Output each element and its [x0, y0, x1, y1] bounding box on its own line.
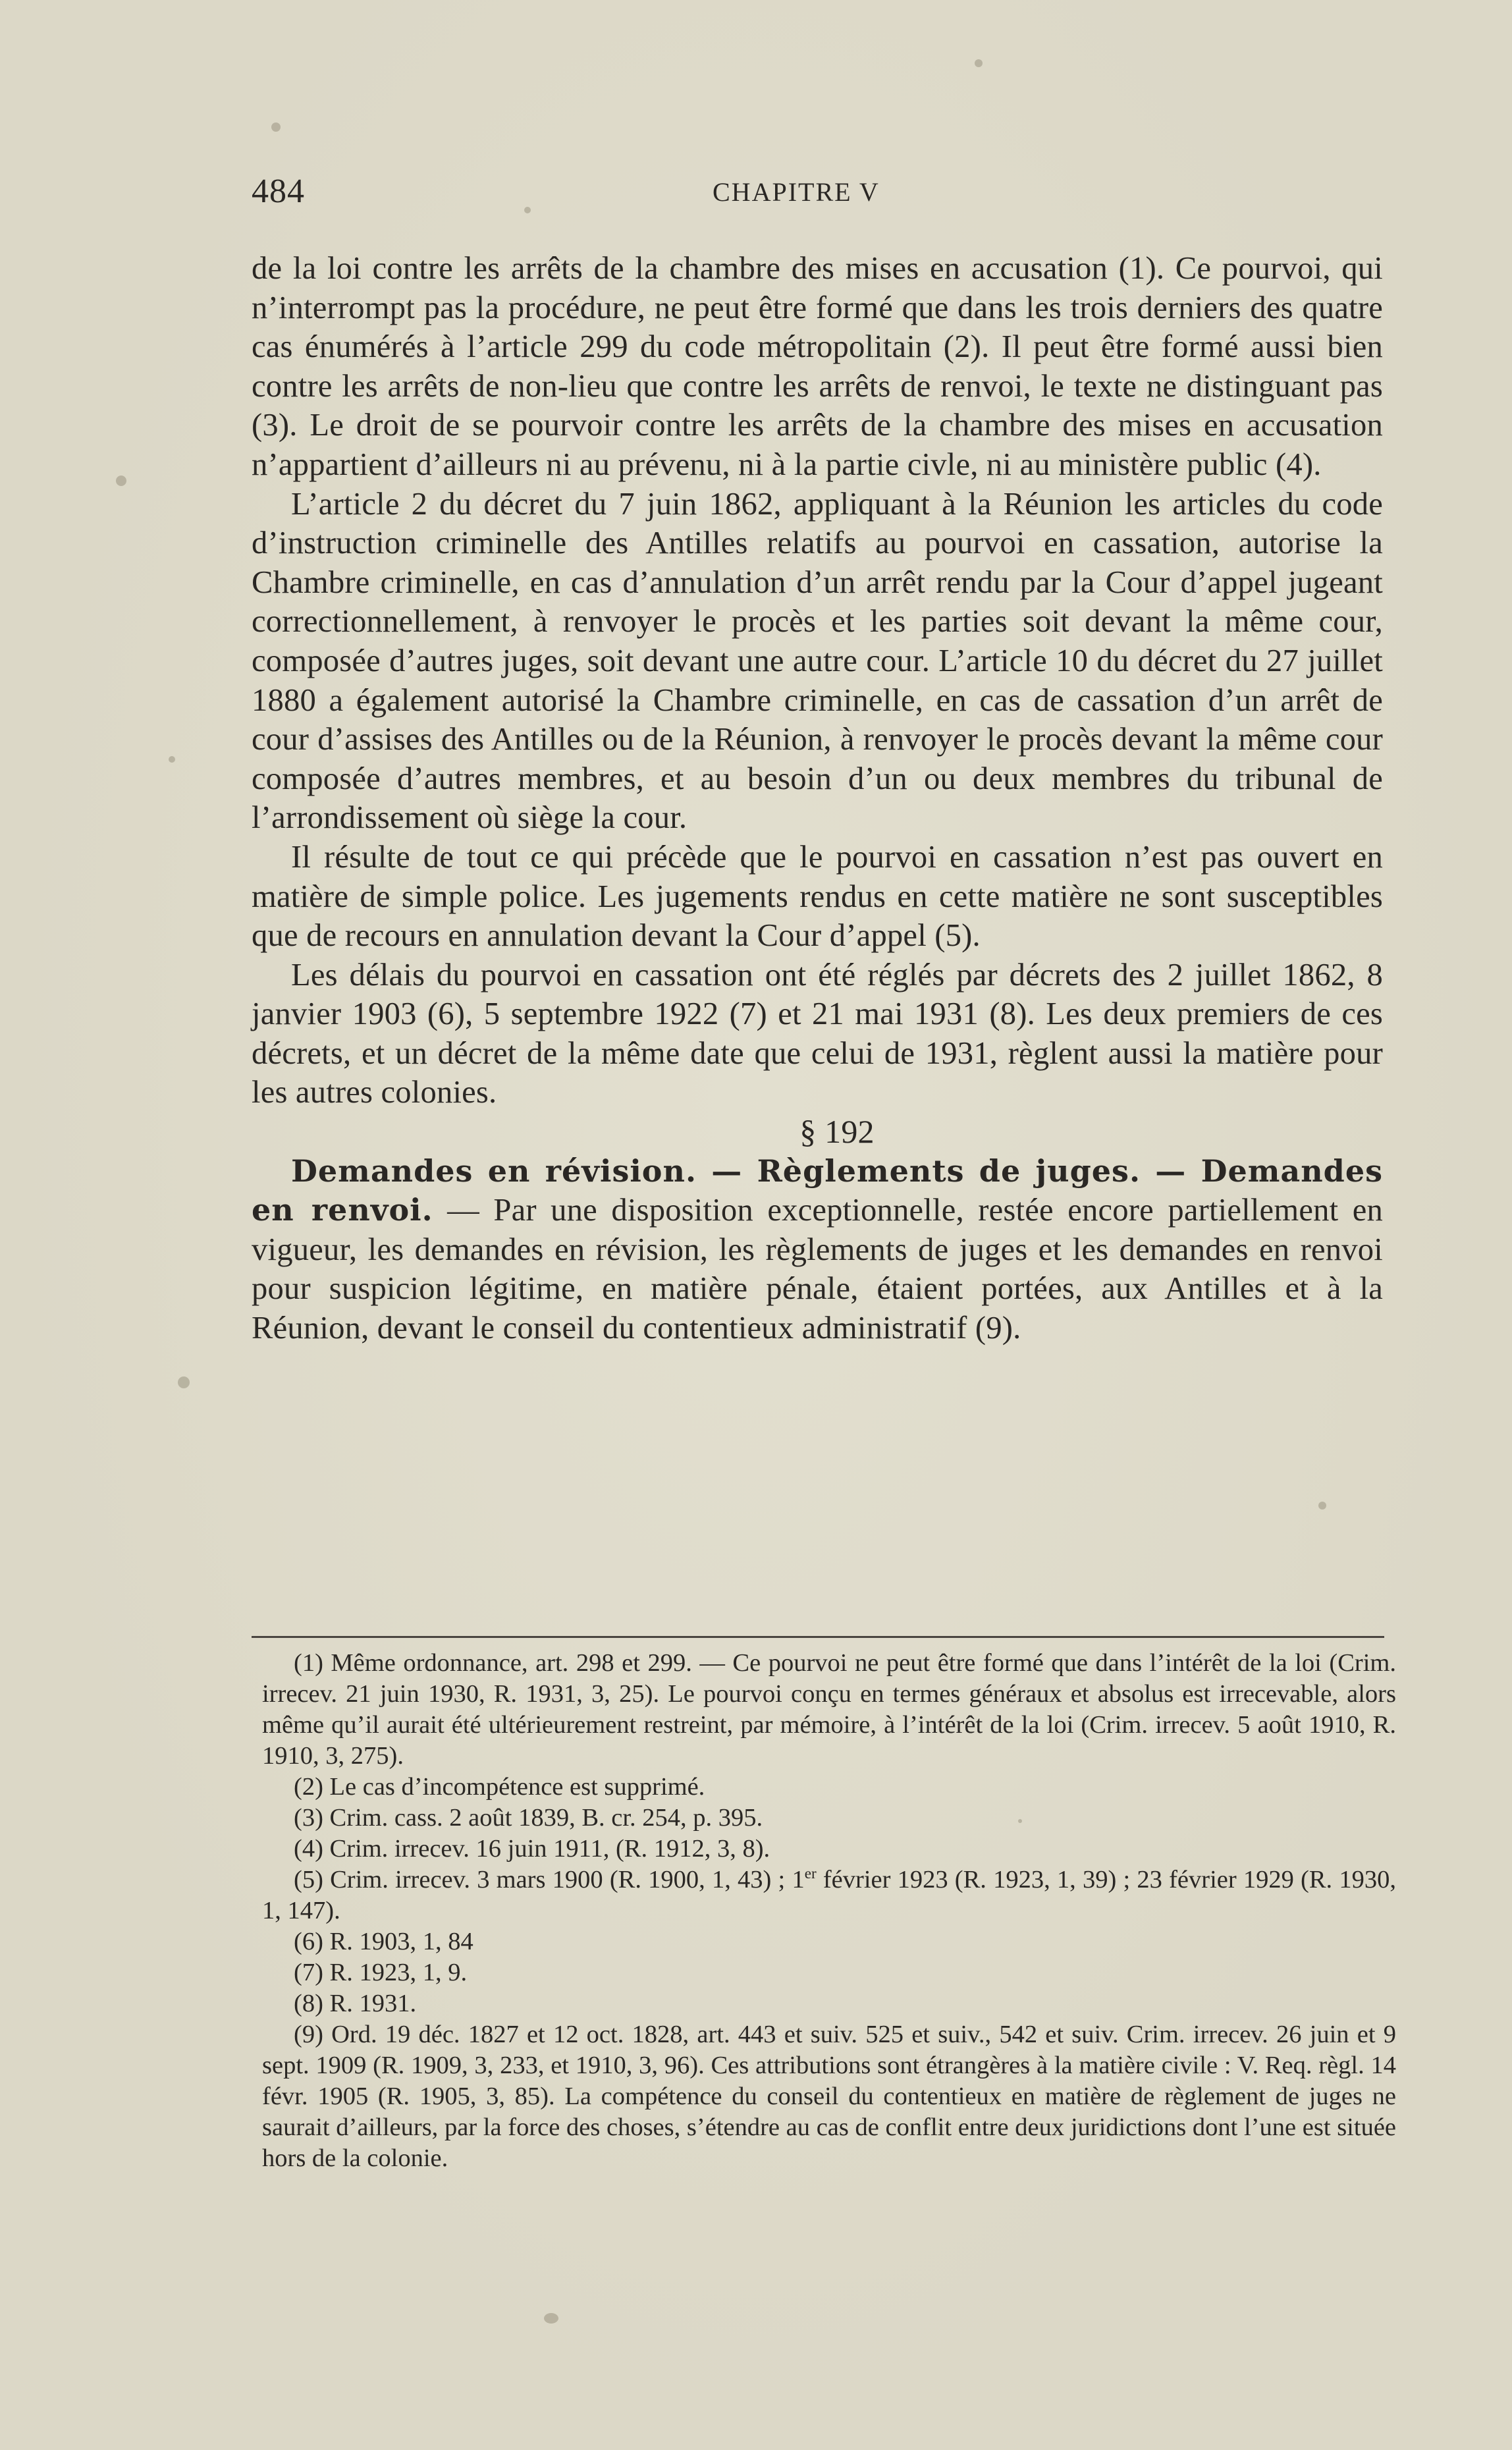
paper-speck	[975, 59, 983, 67]
footnote: (4) Crim. irrecev. 16 juin 1911, (R. 1912, 3, 8).	[294, 1835, 770, 1863]
paper-speck	[271, 122, 281, 132]
paper-speck	[178, 1376, 190, 1388]
page-number: 484	[252, 173, 305, 210]
paragraph: Les délais du pourvoi en cassation ont été réglés par décrets des 2 juillet 1862, 8 janvier 1903 (6), 5 septembre 1922 (7) et 21 mai 1931 (8). Les deux premiers de ces décrets, et un décret de la même date que celui de 1931, règlent aussi la matière pour les autres colonies.	[252, 956, 1383, 1110]
paper-speck	[544, 2313, 558, 2324]
footnote: (9) Ord. 19 déc. 1827 et 12 oct. 1828, art. 443 et suiv. 525 et suiv., 542 et suiv. Crim. irrecev. 26 juin et 9 sept. 1909 (R. 1909, 3, 233, et 1910, 3, 96). Ces attributions sont étrangères à la matière civile : V. Req. règl. 14 févr. 1905 (R. 1905, 3, 85). La compétence du conseil du contentieux en matière de règlement de juges ne saurait d’ailleurs, par la force des choses, s’étendre au cas de conflit entre deux juridictions dont l’une est située hors de la colonie.	[262, 2021, 1396, 2172]
paragraph: L’article 2 du décret du 7 juin 1862, appliquant à la Réunion les articles du code d’instruction criminelle des Antilles relatifs au pourvoi en cassation, autorise la Chambre criminelle, en cas d’annulation d’un arrêt rendu par la Cour d’appel jugeant correctionnellement, à renvoyer le procès et les parties soit devant la même cour, composée d’autres juges, soit devant une autre cour. L’article 10 du décret du 27 juillet 1880 a également autorisé la Chambre criminelle, en cas de cassation d’un arrêt de cour d’assises des Antilles ou de la Réunion, à renvoyer le procès devant la même cour composée d’autres membres, et au besoin d’un ou deux membres du tribunal de l’arrondissement où siège la cour.	[252, 485, 1383, 836]
section-paragraph	[252, 1152, 1383, 1348]
section-number: § 192	[799, 1113, 875, 1151]
footnote: (8) R. 1931.	[294, 1990, 417, 2017]
paper-speck	[116, 476, 126, 486]
superscript: er	[804, 1865, 817, 1882]
section-text: — Par une disposition exceptionnelle, restée encore partiellement en vigueur, les demandes en révision, les règlements de juges et les demandes en renvoi pour suspicion légitime, en matière pénale, étaient portées, aux Antilles et à la Réunion, devant le conseil du contentieux administratif (9).	[252, 1192, 1383, 1346]
paper-speck	[169, 756, 175, 763]
footnote: (1) Même ordonnance, art. 298 et 299. — Ce pourvoi ne peut être formé que dans l’intérêt de la loi (Crim. irrecev. 21 juin 1930, R. 1931, 3, 25). Le pourvoi conçu en termes généraux et absolus est irrecevable, alors même qu’il aurait été ultérieurement restreint, par mémoire, à l’intérêt de la loi (Crim. irrecev. 5 août 1910, R. 1910, 3, 275).	[262, 1649, 1396, 1770]
footnote	[262, 1865, 1396, 1926]
footnote: (3) Crim. cass. 2 août 1839, B. cr. 254, p. 395.	[294, 1804, 763, 1832]
footnote-divider	[252, 1636, 1384, 1638]
footnote-text: février 1923 (R. 1923, 1, 39) ; 23 février 1929 (R. 1930, 1, 147).	[262, 1866, 1396, 1924]
page-header	[252, 169, 1384, 215]
footnotes	[262, 1648, 1396, 2174]
section-title: Demandes en révision. — Règlements de juges. — Demandes en renvoi.	[252, 1153, 1383, 1228]
paragraph: de la loi contre les arrêts de la chambre des mises en accusation (1). Ce pourvoi, qui n’interrompt pas la procédure, ne peut être formé que dans les trois derniers des quatre cas énumérés à l’article 299 du code métropolitain (2). Il peut être formé aussi bien contre les arrêts de non-lieu que contre les arrêts de renvoi, le texte ne distinguant pas (3). Le droit de se pourvoir contre les arrêts de la chambre des mises en accusation n’appartient d’ailleurs ni au prévenu, ni à la partie civle, ni au ministère public (4).	[252, 250, 1383, 482]
running-head: CHAPITRE V	[713, 177, 880, 207]
footnote: (7) R. 1923, 1, 9.	[294, 1959, 468, 1986]
footnote-text: (5) Crim. irrecev. 3 mars 1900 (R. 1900, 1, 43) ; 1	[294, 1866, 805, 1893]
paragraph: Il résulte de tout ce qui précède que le pourvoi en cassation n’est pas ouvert en matière de simple police. Les jugements rendus en cette matière ne sont susceptibles que de recours en annulation devant la Cour d’appel (5).	[252, 838, 1383, 954]
main-text	[252, 249, 1383, 1348]
footnote: (2) Le cas d’incompétence est supprimé.	[294, 1773, 705, 1801]
paper-speck	[1318, 1502, 1326, 1510]
footnote: (6) R. 1903, 1, 84	[294, 1928, 473, 1955]
